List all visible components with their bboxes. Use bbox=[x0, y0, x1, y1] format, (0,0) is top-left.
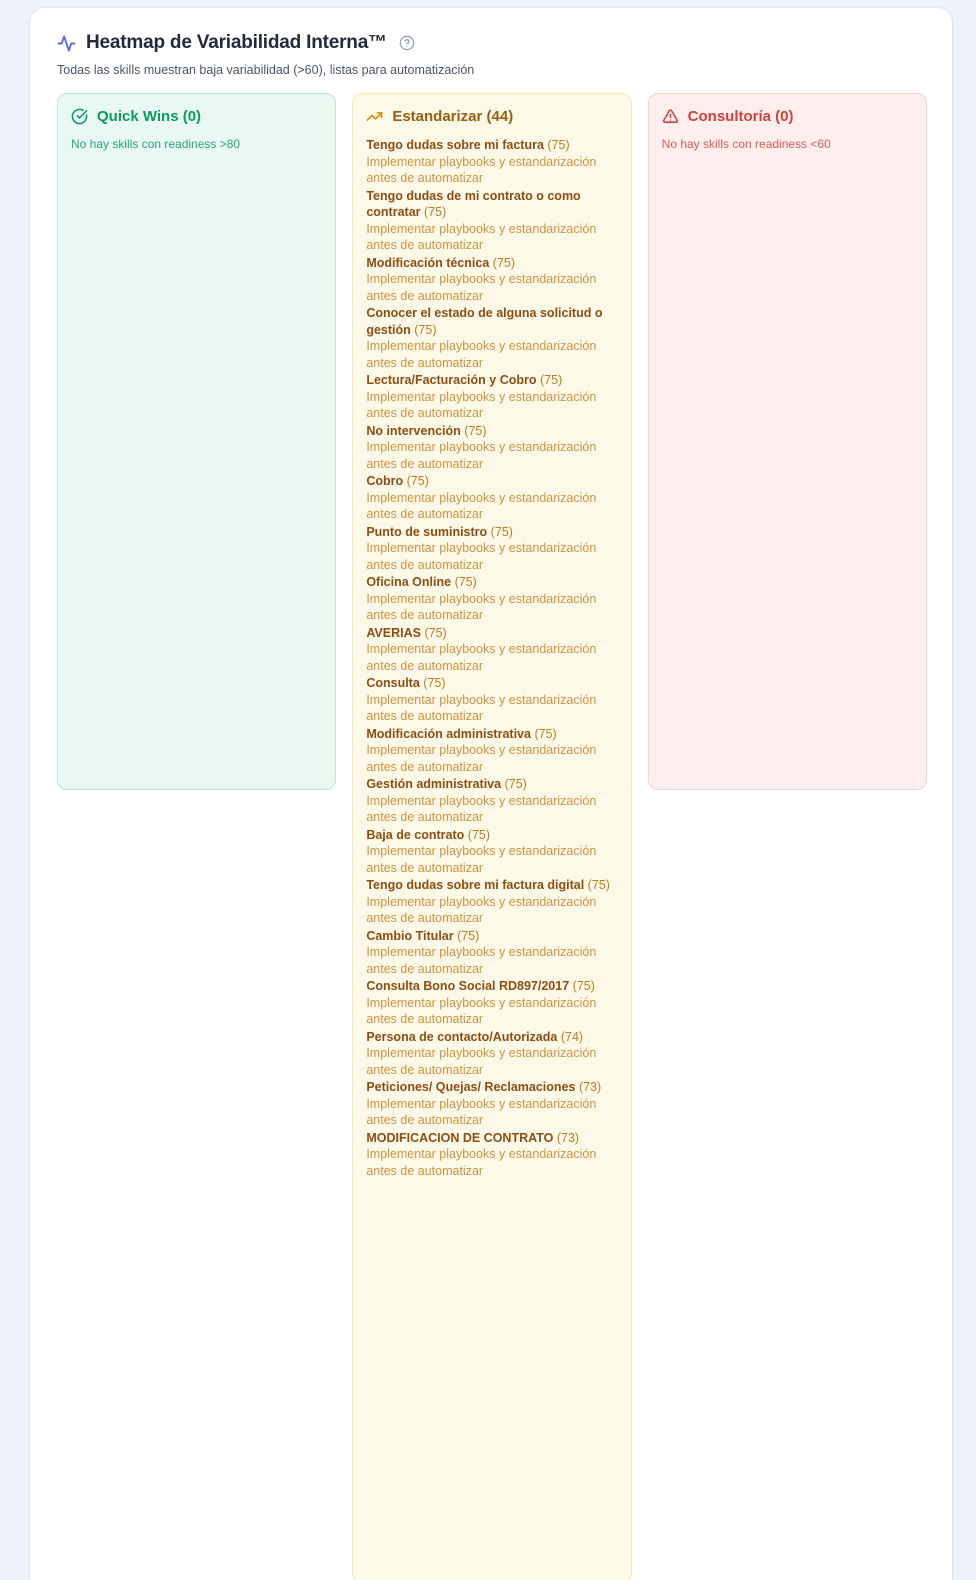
skill-score: (75) bbox=[464, 423, 487, 438]
page-header bbox=[57, 32, 927, 54]
skill-recommendation: Implementar playbooks y estandarización antes de automatizar bbox=[366, 490, 597, 521]
skill-name: Persona de contacto/Autorizada bbox=[366, 1029, 558, 1044]
skill-score: (75) bbox=[454, 575, 477, 589]
skill-recommendation: Implementar playbooks y estandarización antes de automatizar bbox=[366, 743, 597, 774]
skill-recommendation: Implementar playbooks y estandarización antes de automatizar bbox=[366, 1096, 597, 1127]
skill-score: (74) bbox=[560, 1029, 584, 1044]
column-quick-wins-header bbox=[71, 108, 323, 125]
trending-up-icon bbox=[366, 108, 383, 125]
skill-score: (75) bbox=[406, 474, 429, 488]
skill-item bbox=[366, 524, 618, 574]
skill-score: (75) bbox=[424, 205, 447, 219]
skill-score: (75) bbox=[457, 928, 480, 943]
heatmap-card bbox=[30, 8, 952, 1580]
skill-recommendation: Implementar playbooks y estandarización antes de automatizar bbox=[366, 389, 597, 420]
skill-list bbox=[365, 137, 618, 1179]
column-estandarizar-header bbox=[366, 108, 618, 125]
consultoria-empty-message: No hay skills con readiness <60 bbox=[661, 137, 831, 151]
skill-name: Modificación técnica bbox=[366, 255, 490, 270]
skill-name: No intervención bbox=[366, 423, 461, 438]
skill-item bbox=[366, 255, 618, 305]
skill-recommendation: Implementar playbooks y estandarización antes de automatizar bbox=[366, 541, 597, 572]
skill-item bbox=[366, 928, 618, 978]
skill-recommendation: Implementar playbooks y estandarización antes de automatizar bbox=[366, 591, 597, 622]
skill-recommendation: Implementar playbooks y estandarización antes de automatizar bbox=[366, 221, 597, 252]
skill-item bbox=[366, 776, 618, 826]
skill-item bbox=[366, 473, 618, 523]
skill-item bbox=[366, 1029, 618, 1079]
skill-score: (75) bbox=[572, 979, 595, 993]
skill-recommendation: Implementar playbooks y estandarización antes de automatizar bbox=[366, 1147, 597, 1178]
skill-item bbox=[366, 726, 618, 776]
skill-item bbox=[366, 1079, 618, 1129]
skill-score: (75) bbox=[504, 777, 527, 791]
skill-score: (75) bbox=[534, 726, 557, 741]
page-title: Heatmap de Variabilidad Interna™ bbox=[86, 32, 387, 53]
heatmap-columns bbox=[57, 93, 927, 1580]
skill-name: MODIFICACION DE CONTRATO bbox=[366, 1130, 554, 1145]
skill-item bbox=[366, 423, 618, 473]
skill-recommendation: Implementar playbooks y estandarización antes de automatizar bbox=[366, 1046, 597, 1077]
skill-item bbox=[366, 827, 618, 877]
activity-pulse-icon bbox=[57, 34, 76, 53]
skill-recommendation: Implementar playbooks y estandarización antes de automatizar bbox=[366, 272, 597, 303]
skill-score: (73) bbox=[556, 1130, 580, 1145]
skill-name: Punto de suministro bbox=[366, 524, 488, 539]
skill-score: (75) bbox=[587, 878, 610, 892]
skill-recommendation: Implementar playbooks y estandarización antes de automatizar bbox=[366, 844, 597, 875]
column-consultoria-title: Consultoría (0) bbox=[687, 108, 794, 125]
skill-recommendation: Implementar playbooks y estandarización antes de automatizar bbox=[366, 440, 597, 471]
skill-score: (75) bbox=[492, 255, 515, 270]
skill-item bbox=[366, 877, 618, 927]
skill-recommendation: Implementar playbooks y estandarización antes de automatizar bbox=[366, 793, 597, 824]
skill-recommendation: Implementar playbooks y estandarización antes de automatizar bbox=[366, 692, 597, 723]
skill-item bbox=[366, 372, 618, 422]
skill-name: Gestión administrativa bbox=[366, 777, 502, 791]
column-quick-wins bbox=[57, 93, 336, 790]
column-estandarizar bbox=[352, 93, 631, 1580]
skill-score: (75) bbox=[490, 524, 513, 539]
skill-score: (75) bbox=[424, 625, 447, 640]
help-circle-icon[interactable] bbox=[399, 35, 415, 51]
column-estandarizar-title: Estandarizar (44) bbox=[392, 108, 514, 125]
column-consultoria-header bbox=[662, 108, 914, 125]
skill-score: (75) bbox=[423, 676, 446, 690]
skill-name: Lectura/Facturación y Cobro bbox=[366, 373, 537, 387]
skill-score: (75) bbox=[467, 827, 490, 842]
skill-name: Tengo dudas de mi contrato o como contratar bbox=[366, 188, 581, 219]
skill-item bbox=[366, 1130, 618, 1180]
skill-recommendation: Implementar playbooks y estandarización antes de automatizar bbox=[366, 945, 597, 976]
skill-name: AVERIAS bbox=[366, 625, 421, 640]
skill-name: Oficina Online bbox=[366, 575, 452, 589]
skill-name: Tengo dudas sobre mi factura bbox=[366, 138, 544, 152]
skill-recommendation: Implementar playbooks y estandarización antes de automatizar bbox=[366, 339, 597, 370]
skill-score: (73) bbox=[578, 1080, 602, 1094]
skill-name: Consulta bbox=[366, 676, 420, 690]
skill-name: Peticiones/ Quejas/ Reclamaciones bbox=[366, 1080, 576, 1094]
skill-score: (75) bbox=[547, 138, 570, 152]
skill-item bbox=[366, 675, 618, 725]
skill-score: (75) bbox=[414, 322, 437, 337]
skill-name: Cobro bbox=[366, 474, 404, 488]
skill-item bbox=[366, 188, 618, 254]
skill-item bbox=[366, 137, 618, 187]
skill-item bbox=[366, 574, 618, 624]
skill-recommendation: Implementar playbooks y estandarización antes de automatizar bbox=[366, 642, 597, 673]
skill-recommendation: Implementar playbooks y estandarización antes de automatizar bbox=[366, 894, 597, 925]
skill-recommendation: Implementar playbooks y estandarización antes de automatizar bbox=[366, 995, 597, 1026]
column-consultoria bbox=[648, 93, 927, 790]
skill-name: Modificación administrativa bbox=[366, 726, 531, 741]
skill-item bbox=[366, 305, 618, 371]
column-quick-wins-title: Quick Wins (0) bbox=[97, 108, 202, 125]
skill-name: Conocer el estado de alguna solicitud o gestión bbox=[366, 306, 603, 337]
alert-triangle-icon bbox=[662, 108, 679, 125]
skill-recommendation: Implementar playbooks y estandarización antes de automatizar bbox=[366, 154, 597, 185]
quick-wins-empty-message: No hay skills con readiness >80 bbox=[71, 137, 241, 151]
skill-score: (75) bbox=[540, 373, 563, 387]
check-circle-icon bbox=[71, 108, 88, 125]
skill-item bbox=[366, 978, 618, 1028]
page-subtitle: Todas las skills muestran baja variabilidad (>60), listas para automatización bbox=[57, 63, 475, 77]
skill-name: Baja de contrato bbox=[366, 827, 465, 842]
skill-item bbox=[366, 625, 618, 675]
skill-name: Cambio Titular bbox=[366, 928, 454, 943]
skill-name: Tengo dudas sobre mi factura digital bbox=[366, 878, 585, 892]
skill-name: Consulta Bono Social RD897/2017 bbox=[366, 979, 570, 993]
